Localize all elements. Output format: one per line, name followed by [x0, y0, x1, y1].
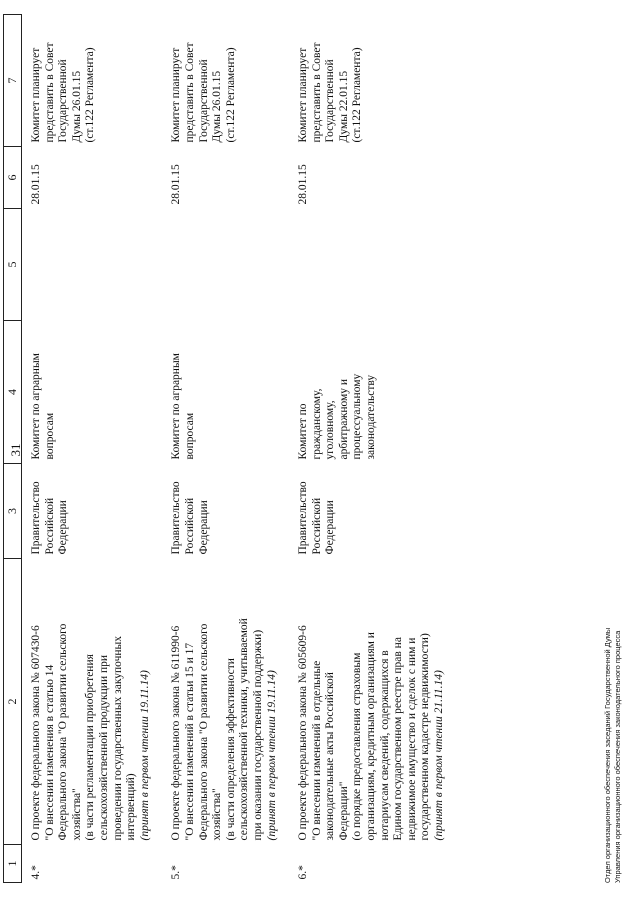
row-number-cell: [22, 845, 163, 883]
column-5-cell: [22, 209, 163, 321]
note-line: (ст.122 Регламента): [84, 47, 97, 143]
bill-title: О проекте федерального закона № 605609-6: [297, 625, 310, 841]
initiator-cell: [22, 464, 163, 559]
bill-details-line: при оказании государственной поддержки): [251, 629, 264, 841]
initiator-line: Российской: [43, 497, 56, 555]
note-line: Государственной: [324, 59, 337, 143]
bill-details-line: (в части определения эффективности: [224, 658, 237, 841]
row-number: 6.*: [297, 865, 310, 880]
date-cell: [162, 147, 289, 209]
bill-status: (принят в первом чтении 19.11.14): [138, 670, 151, 841]
initiator-line: Правительство: [297, 481, 310, 555]
bill-description-line: "О внесении изменений в статьи 15 и 17: [183, 642, 196, 841]
date-cell: [289, 147, 457, 209]
note-line: Думы 26.01.15: [211, 70, 224, 143]
bill-details-line: сельскохозяйственной продукции при: [97, 654, 110, 841]
committee-line: арбитражному и: [337, 378, 350, 460]
row-number-cell: [162, 845, 289, 883]
initiator-line: Российской: [183, 497, 196, 555]
committee-line: законодательству: [365, 374, 378, 460]
page-number: 31: [8, 443, 23, 457]
column-5-cell: [289, 209, 457, 321]
bill-description-line: законодательные акты Российской: [324, 672, 337, 841]
bill-title: О проекте федерального закона № 611990-6: [170, 625, 183, 841]
bill-description-line: Федерального закона "О развитии сельского: [197, 623, 210, 841]
column-header: 4: [4, 321, 22, 464]
bill-details-line: (в части регламентации приобретения: [84, 654, 97, 841]
bill-status: (принят в первом чтении 19.11.14): [265, 670, 278, 841]
initiator-line: Российской: [310, 497, 323, 555]
agenda-table: [3, 14, 457, 883]
row-number: 5.*: [170, 865, 183, 880]
column-header: 7: [4, 15, 22, 147]
column-header: 1: [4, 845, 22, 883]
bill-details-line: интервенций): [125, 773, 138, 841]
bill-cell: [162, 559, 289, 845]
bill-description-line: Федерального закона "О развитии сельского: [57, 623, 70, 841]
date-value: 28.01.15: [170, 164, 183, 205]
footer-line: Отдел организационного обеспечения заседаний Государственной Думы: [603, 627, 612, 883]
bill-details-line: недвижимое имущество и сделок с ним и: [405, 637, 418, 841]
initiator-line: Федерации: [197, 500, 210, 555]
date-cell: [22, 147, 163, 209]
note-line: представить в Совет: [43, 42, 56, 143]
footer: [603, 628, 623, 883]
initiator-cell: [162, 464, 289, 559]
column-header: 3: [4, 464, 22, 559]
column-header: 2: [4, 559, 22, 845]
note-line: Государственной: [57, 59, 70, 143]
committee-cell: [22, 321, 163, 464]
committee-line: гражданскому,: [310, 388, 323, 460]
note-line: Комитет планирует: [170, 47, 183, 143]
initiator-line: Федерации: [324, 500, 337, 555]
note-line: Государственной: [197, 59, 210, 143]
footer-line: Управления организационного обеспечения законодательного процесса: [613, 630, 622, 883]
committee-cell: [162, 321, 289, 464]
committee-line: вопросам: [43, 412, 56, 460]
bill-description-line: Федерации": [337, 781, 350, 841]
committee-line: Комитет по аграрным: [30, 353, 42, 460]
note-line: представить в Совет: [310, 42, 323, 143]
note-line: Комитет планирует: [297, 47, 310, 143]
column-header: 5: [4, 209, 22, 321]
initiator-line: Федерации: [57, 500, 70, 555]
initiator-cell: [289, 464, 457, 559]
note-line: представить в Совет: [183, 42, 196, 143]
table-row: [22, 15, 163, 883]
bill-cell: [22, 559, 163, 845]
initiator-line: Правительство: [30, 481, 42, 555]
note-line: Думы 22.01.15: [337, 70, 350, 143]
note-cell: [162, 15, 289, 147]
committee-line: процессуальному: [351, 373, 364, 460]
initiator-line: Правительство: [170, 481, 183, 555]
bill-details-line: проведении государственных закупочных: [111, 635, 124, 841]
bill-details-line: Едином государственном реестре прав на: [392, 637, 405, 841]
committee-cell: [289, 321, 457, 464]
bill-title: О проекте федерального закона № 607430-6: [30, 625, 42, 841]
note-cell: [289, 15, 457, 147]
note-line: (ст.122 Регламента): [351, 47, 364, 143]
table-row: [289, 15, 457, 883]
note-cell: [22, 15, 163, 147]
note-line: Думы 26.01.15: [70, 70, 83, 143]
date-value: 28.01.15: [297, 164, 310, 205]
note-line: Комитет планирует: [30, 47, 42, 143]
row-number: 4.*: [30, 865, 42, 880]
bill-description-line: "О внесении изменений в отдельные: [310, 660, 323, 841]
bill-description-line: "О внесении изменения в статью 14: [43, 664, 56, 841]
bill-details-line: нотариусам сведений, содержащихся в: [378, 650, 391, 841]
note-line: (ст.122 Регламента): [224, 47, 237, 143]
committee-line: Комитет по аграрным: [170, 353, 183, 460]
bill-description-line: хозяйства": [70, 788, 83, 841]
bill-details-line: сельскохозяйственной техники, учитываемой: [238, 618, 251, 841]
bill-details-line: организациям, кредитным организациям и: [365, 632, 378, 841]
row-number-cell: [289, 845, 457, 883]
bill-cell: [289, 559, 457, 845]
committee-line: Комитет по: [297, 403, 310, 460]
bill-description-line: хозяйства": [211, 788, 224, 841]
date-value: 28.01.15: [30, 164, 42, 205]
bill-details-line: (о порядке предоставления страховым: [351, 652, 364, 841]
bill-details-line: государственном кадастре недвижимости): [419, 633, 432, 841]
bill-status: (принят в первом чтении 21.11.14): [433, 670, 446, 841]
table-row: [162, 15, 289, 883]
column-header: 6: [4, 147, 22, 209]
committee-line: уголовному,: [324, 400, 337, 460]
committee-line: вопросам: [183, 412, 196, 460]
table-header-row: [4, 15, 22, 883]
column-5-cell: [162, 209, 289, 321]
